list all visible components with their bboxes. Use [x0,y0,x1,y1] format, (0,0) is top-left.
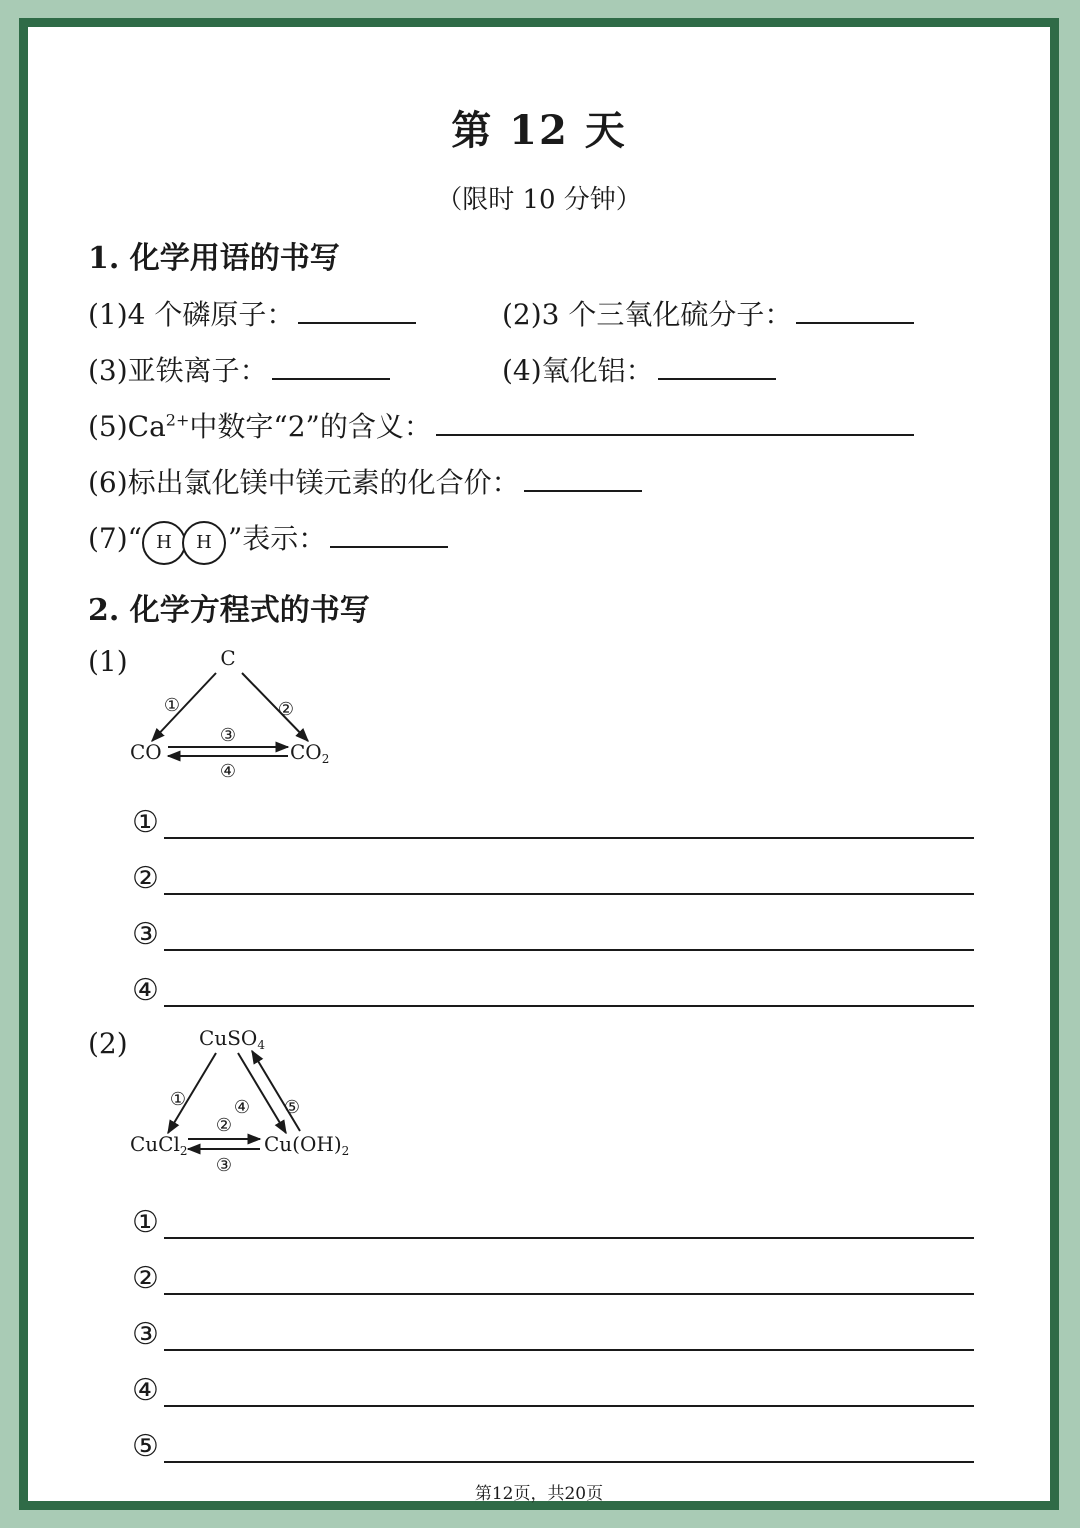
answer-blank[interactable] [272,354,390,380]
answer-blank[interactable] [298,298,416,324]
hydrogen-atom-circle: H [182,521,226,565]
line-number: ① [132,805,159,840]
answer-rule [164,1349,974,1351]
answer-line[interactable] [132,1315,974,1355]
answer-line[interactable] [132,1371,974,1411]
answer-line[interactable] [132,915,974,955]
hydrogen-atom-circle: H [142,521,186,565]
node-co: CO [130,740,162,764]
arrow-4-label: ④ [219,761,237,782]
charge-superscript: 2+ [165,410,190,430]
answer-rule [164,1405,974,1407]
answer-line[interactable] [132,803,974,843]
arrow-2 [242,673,308,741]
question-1-3-text: (3)亚铁离子： [88,354,268,387]
arrow-5 [252,1051,300,1131]
line-number: ④ [132,1373,159,1408]
section2-heading: 2. 化学方程式的书写 [88,593,370,628]
question-1-5 [88,405,914,445]
line-number: ② [132,1261,159,1296]
answer-blank[interactable] [524,466,642,492]
line-number: ③ [132,917,159,952]
node-cuso4: CuSO$_4$ [199,1026,265,1052]
node-cuoh2: $Cu(OH)_2$ [264,1132,350,1158]
hydrogen-molecule-model [142,519,228,563]
node-co2: $CO_2$ [290,740,330,766]
diagram-2-label: (2) [88,1027,128,1060]
node-c: C [220,646,236,670]
answer-line[interactable] [132,971,974,1011]
question-1-2-text: (2)3 个三氧化硫分子： [502,298,793,331]
carbon-conversion-diagram [124,637,344,787]
answer-blank[interactable] [436,410,914,436]
answer-rule [164,893,974,895]
line-number: ① [132,1205,159,1240]
arrow-4 [238,1053,286,1133]
arrow-1-label: ① [169,1089,187,1110]
page-number: 第12页，共20页 [474,1484,604,1504]
arrow-2-label: ② [277,699,295,720]
question-1-5-suffix: 中数字“2”的含义： [189,410,432,443]
arrow-3-label: ③ [219,725,237,746]
question-1-6-text: (6)标出氯化镁中镁元素的化合价： [88,466,520,499]
diagram-1-label: (1) [88,645,128,678]
question-1-7 [88,517,448,563]
page-frame [19,18,1059,1510]
question-1-6 [88,461,642,501]
line-number: ③ [132,1317,159,1352]
question-1-7-suffix: ”表示： [227,522,327,555]
line-number: ② [132,861,159,896]
answer-blank[interactable] [658,354,776,380]
answer-line[interactable] [132,1203,974,1243]
node-cucl2: CuCl$_2$ [130,1132,188,1158]
question-1-3 [88,349,390,389]
answer-rule [164,949,974,951]
question-1-2 [502,293,914,333]
answer-rule [164,1293,974,1295]
arrow-2-label: ② [215,1115,233,1136]
answer-rule [164,1461,974,1463]
arrow-4-label: ④ [233,1097,251,1118]
answer-rule [164,837,974,839]
question-1-4 [502,349,776,389]
section1-heading: 1. 化学用语的书写 [88,241,340,276]
copper-conversion-diagram [124,1017,364,1177]
line-number: ④ [132,973,159,1008]
time-limit: （限时 10 分钟） [436,185,642,215]
question-1-7-prefix: (7)“ [88,522,142,555]
arrow-1 [152,673,216,741]
question-1-4-text: (4)氧化铝： [502,354,654,387]
question-1-1-text: (1)4 个磷原子： [88,298,295,331]
answer-blank[interactable] [330,522,448,548]
answer-rule [164,1005,974,1007]
page-title: 第 12 天 [451,107,627,154]
question-1-1 [88,293,416,333]
answer-line[interactable] [132,859,974,899]
answer-rule [164,1237,974,1239]
answer-blank[interactable] [796,298,914,324]
arrow-5-label: ⑤ [283,1097,301,1118]
answer-line[interactable] [132,1427,974,1467]
line-number: ⑤ [132,1429,159,1464]
answer-line[interactable] [132,1259,974,1299]
worksheet-page [28,27,1050,1504]
arrow-3-label: ③ [215,1155,233,1176]
question-1-5-prefix: (5)Ca [88,410,166,443]
arrow-1-label: ① [163,695,181,716]
